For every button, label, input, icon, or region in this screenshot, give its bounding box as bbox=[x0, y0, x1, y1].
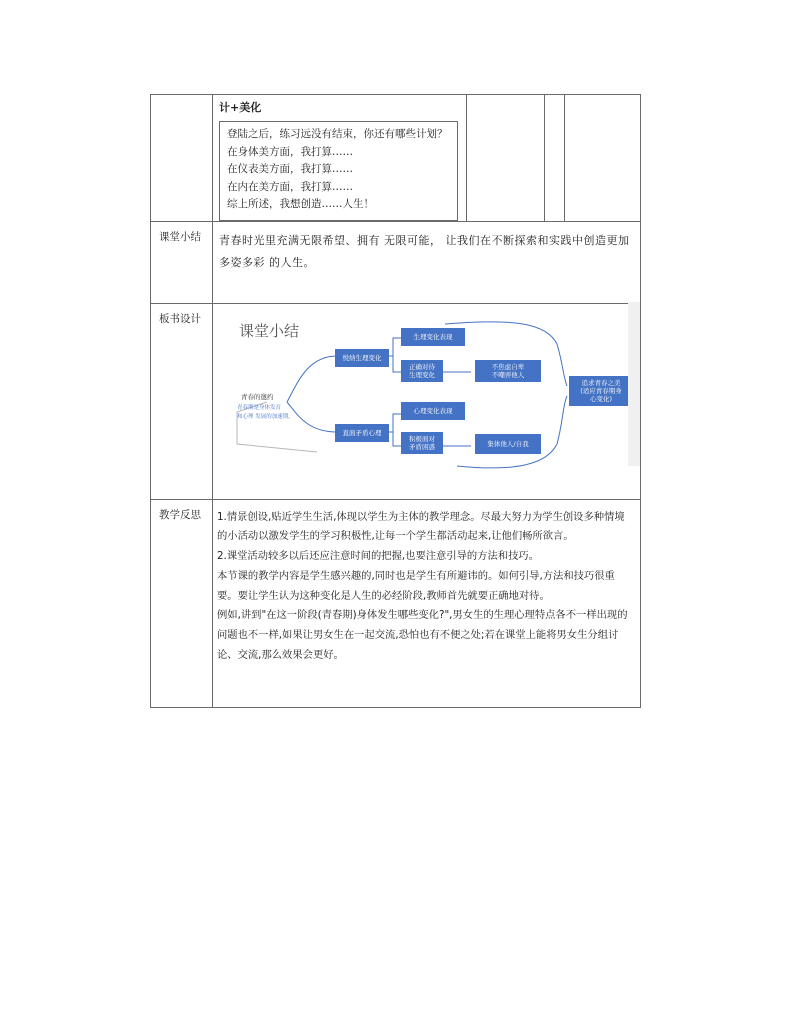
board-label: 板书设计 bbox=[151, 303, 213, 499]
node-box bbox=[401, 360, 443, 382]
branch-box: 悦纳生理变化 bbox=[335, 349, 389, 367]
activity-title: 计+美化 bbox=[219, 101, 262, 114]
summary-row bbox=[151, 221, 641, 303]
node-box bbox=[475, 360, 541, 382]
board-row bbox=[151, 303, 641, 499]
plan-line: 综上所述，我想创造……人生！ bbox=[227, 198, 374, 210]
node-line: 不嘲弄他人 bbox=[491, 370, 525, 379]
board-cell bbox=[213, 303, 641, 499]
node-line: 积极面对 bbox=[409, 434, 435, 443]
activity-label-cell bbox=[151, 95, 213, 222]
summary-label: 课堂小结 bbox=[151, 221, 213, 303]
node-line: 不焦虑自卑 bbox=[491, 362, 525, 371]
reflection-paragraph: 例如,讲到"在这一阶段(青春期)身体发生哪些变化?",男女生的生理心理特点各不一样出现的问题也不一样,如果让男女生在一起交流,恐怕也有不便之处;若在课堂上能将男女生分组讨论、交流,那么效果会更好。 bbox=[217, 609, 628, 662]
final-line: 心变化) bbox=[589, 394, 613, 403]
reflection-paragraph: 本节课的教学内容是学生感兴趣的,同时也是学生有所避讳的。如何引导,方法和技巧很重要。要让学生认为这种变化是人生的必经阶段,教师首先就要正确地对待。 bbox=[217, 569, 615, 602]
diagram-title: 课堂小结 bbox=[239, 321, 300, 340]
empty-cell bbox=[545, 95, 565, 222]
empty-cell bbox=[467, 95, 545, 222]
diagram-scrollbar bbox=[628, 302, 640, 466]
plan-line: 在仪表美方面，我打算…… bbox=[227, 163, 353, 175]
lesson-plan-table bbox=[150, 94, 641, 708]
reflection-cell bbox=[213, 499, 641, 707]
node-line: 正确对待 bbox=[409, 362, 435, 371]
plan-box bbox=[219, 121, 458, 221]
diagram-root-sub: 和心理 发展的加速期。 bbox=[237, 413, 294, 420]
node-line: 生理变化 bbox=[409, 370, 435, 379]
branch-box: 直面矛盾心理 bbox=[335, 424, 389, 442]
final-line: (适应青春期身 bbox=[580, 386, 622, 395]
node-box bbox=[401, 432, 443, 454]
final-box bbox=[569, 376, 633, 406]
reflection-text bbox=[213, 500, 640, 666]
diagram-root-sub: 青春期是身体发育 bbox=[237, 404, 282, 411]
reflection-paragraph: 2.课堂活动较多以后还应注意时间的把握,也要注意引导的方法和技巧。 bbox=[217, 550, 540, 563]
final-line: 追求青春之美 bbox=[581, 378, 621, 387]
activity-content-cell bbox=[213, 95, 467, 222]
reflection-paragraph: 1.情景创设,贴近学生生活,体现以学生为主体的教学理念。尽最大努力为学生创设多种情境的小活动以激发学生的学习积极性,让每一个学生都活动起来,让他们畅所欲言。 bbox=[217, 510, 625, 543]
node-box: 心理变化表现 bbox=[401, 402, 465, 420]
summary-text: 青春时光里充满无限希望、拥有 无限可能， 让我们在不断探索和实践中创造更加多姿多彩 的人生。 bbox=[219, 233, 630, 269]
activity-row bbox=[151, 95, 641, 222]
node-box: 生理变化表现 bbox=[401, 328, 465, 346]
diagram-root: 青春的邀约 bbox=[241, 392, 274, 401]
reflection-row bbox=[151, 499, 641, 707]
plan-line: 登陆之后，练习远没有结束，你还有哪些计划？ bbox=[227, 128, 448, 140]
empty-cell bbox=[565, 95, 641, 222]
plan-line: 在身体美方面，我打算…… bbox=[227, 145, 353, 158]
summary-cell bbox=[213, 221, 641, 303]
board-diagram bbox=[217, 304, 637, 474]
node-box: 集体他人/自我 bbox=[475, 434, 541, 454]
node-line: 矛盾困惑 bbox=[409, 442, 435, 451]
plan-line: 在内在美方面，我打算…… bbox=[227, 180, 353, 193]
reflection-label: 教学反思 bbox=[151, 499, 213, 707]
